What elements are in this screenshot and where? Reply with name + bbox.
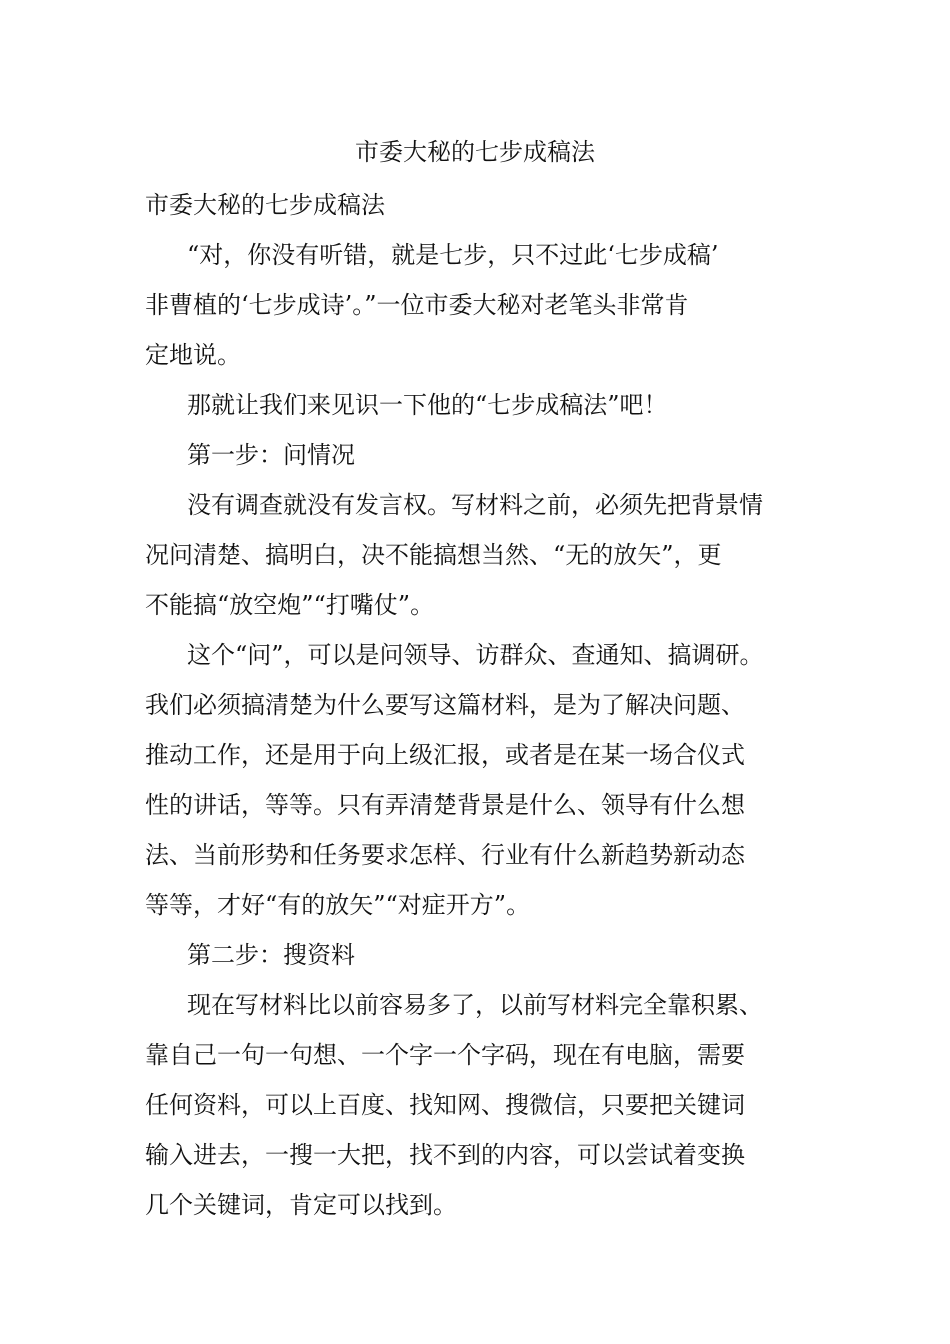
paragraph-step-1-a: 没有调查就没有发言权。写材料之前，必须先把背景情 况问清楚、搞明白，决不能搞想当然、“无的放矢”，更 不能搞“放空炮”“打嘴仗”。 (145, 491, 763, 619)
paragraph-subtitle: 市委大秘的七步成稿法 (145, 191, 385, 219)
section-heading-step-1: 第一步：问情况 (187, 441, 355, 469)
document-body (145, 180, 810, 1230)
paragraph-step-2: 现在写材料比以前容易多了，以前写材料完全靠积累、 靠自己一句一句想、一个字一个字码，现在有电脑，需要 任何资料，可以上百度、找知网、搜微信，只要把关键词 输入进去，一搜一大把，找不到的内容，可以尝试着变换 几个关键词，肯定可以找到。 (145, 991, 763, 1219)
paragraph-step-1-b: 这个“问”，可以是问领导、访群众、查通知、搞调研。 我们必须搞清楚为什么要写这篇材料，是为了解决问题、 推动工作，还是用于向上级汇报，或者是在某一场合仪式 性的讲话，等等。只有弄清楚背景是什么、领导有什么想 法、当前形势和任务要求怎样、行业有什么新趋势新动态 等等，才好“有的放矢”“对症开方”。 (145, 641, 764, 919)
paragraph-quote: “对，你没有听错，就是七步，只不过此‘七步成稿’ 非曹植的‘七步成诗’。”一位市委大秘对老笔头非常肯 定地说。 (145, 241, 719, 369)
page-title: 市委大秘的七步成稿法 (355, 138, 595, 166)
section-heading-step-2: 第二步：搜资料 (187, 941, 355, 969)
paragraph-intro: 那就让我们来见识一下他的“七步成稿法”吧！ (187, 391, 668, 419)
